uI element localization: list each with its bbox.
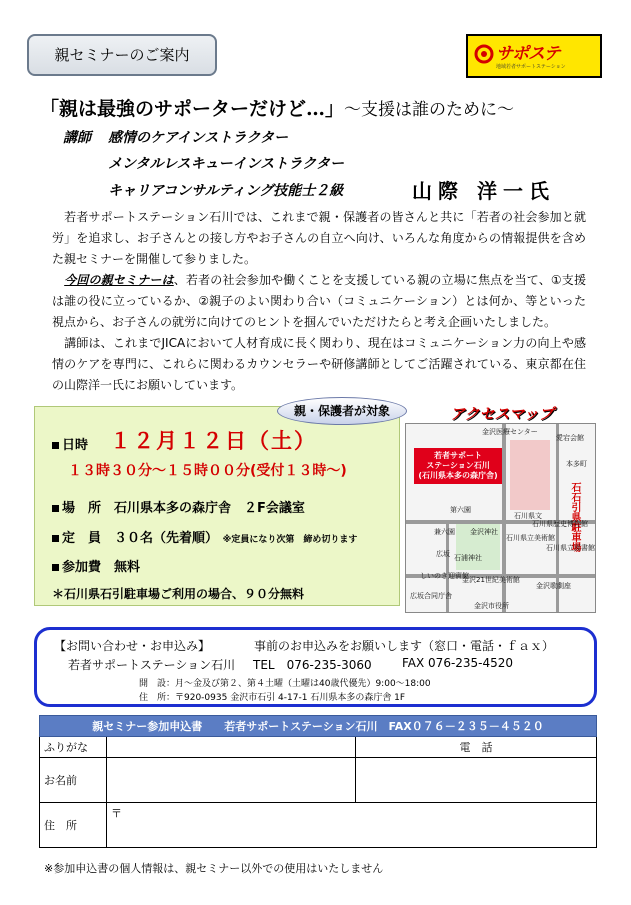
- section-tag: 親セミナーのご案内: [27, 34, 217, 76]
- map-label: 金沢市役所: [474, 602, 509, 610]
- access-map: [405, 423, 596, 613]
- map-label: 石川県文: [514, 512, 542, 520]
- bullet-icon: [52, 505, 59, 512]
- map-label: 金沢21世紀美術館: [462, 576, 520, 584]
- lecturer-title-1: 感情のケアインストラクター: [108, 130, 289, 146]
- contact-org: 若者サポートステーション石川: [68, 658, 236, 672]
- map-title: アクセスマップ: [450, 405, 554, 423]
- contact-address: 住 所：〒920-0935 金沢市石引 4-17-1 石川県本多の森庁舎 1F: [139, 693, 406, 703]
- postal-mark: 〒: [111, 807, 122, 820]
- purpose-highlight: 今回の親セミナーは: [64, 273, 174, 287]
- map-label: 石川県立美術館: [506, 534, 555, 542]
- map-label: 金沢歌劇座: [536, 582, 571, 590]
- map-callout: 若者サポート ステーション石川 (石川県本多の森庁舎): [414, 448, 502, 484]
- lecturer-paragraph: 講師は、これまでJICAにおいて人材育成に長く関わり、現在はコミュニケーション力の向上や感情のケアを専門に、これらに関わるカウンセラーや研修講師としてご活躍されている、東京都在住の山際洋一氏にお願いしています。: [52, 336, 586, 392]
- bullet-icon: [52, 535, 59, 542]
- privacy-note: ※参加申込書の個人情報は、親セミナー以外での使用はいたしません: [44, 862, 384, 875]
- map-label: 愛宕会館: [556, 434, 584, 442]
- map-label: 石川県歴史博物館: [532, 520, 588, 528]
- parking-note: ＊石川県石引駐車場ご利用の場合、９０分無料: [52, 587, 305, 601]
- event-capacity: 定 員 ３０名（先着順） ※定員になり次第 締め切ります: [52, 527, 357, 546]
- lecturer-title-3: キャリアコンサルティング技能士２級: [108, 183, 344, 199]
- map-label: 金沢医療センター: [482, 428, 538, 436]
- map-label: 広坂: [436, 550, 450, 558]
- phone-label: 電 話: [356, 737, 597, 758]
- map-parking-label: 石石引県駐車場: [569, 482, 580, 552]
- contact-hours: 開 設：月～金及び第２、第４土曜（土曜は40歳代優先）9:00～18:00: [139, 679, 431, 689]
- furigana-field[interactable]: [107, 737, 356, 758]
- logo-mark-icon: [474, 44, 494, 64]
- date-label: 日時: [52, 434, 88, 453]
- application-form: [39, 715, 597, 848]
- capacity-note: ※定員になり次第 締め切ります: [222, 535, 358, 545]
- lecturer-label: 講師: [63, 130, 91, 146]
- map-label: しいのき迎賓館: [420, 572, 469, 580]
- bullet-icon: [52, 442, 59, 449]
- title-main: 「親は最強のサポーターだけど…」: [40, 98, 345, 120]
- address-label: 住 所: [40, 803, 107, 848]
- phone-field[interactable]: [356, 758, 597, 803]
- intro-paragraph: 若者サポートステーション石川では、これまで親・保護者の皆さんと共に「若者の社会参加と就労」を追求し、お子さんとの接し方やお子さんの自立へ向け、いろんな角度からの情報提供を含めた親セミナーを開催して参りました。: [52, 210, 586, 266]
- contact-request: 事前のお申込みをお願いします（窓口・電話・ｆａｘ）: [254, 639, 555, 653]
- lecturer-name: 山際 洋一氏: [412, 179, 555, 203]
- event-time: １３時３０分～１５時００分(受付１３時～): [68, 463, 347, 479]
- contact-heading: 【お問い合わせ・お申込み】: [54, 639, 211, 653]
- event-date: １２月１２日（土）: [110, 429, 317, 453]
- map-label: 第六園: [450, 506, 471, 514]
- map-label: 金沢神社: [470, 528, 498, 536]
- title-sub: ～支援は誰のために～: [344, 100, 515, 120]
- event-place: 場 所 石川県本多の森庁舎 ２F会議室: [52, 497, 305, 516]
- furigana-label: ふりがな: [40, 737, 107, 758]
- name-label: お名前: [40, 758, 107, 803]
- event-fee: 参加費 無料: [52, 556, 140, 575]
- building-area: [510, 440, 550, 510]
- address-field[interactable]: [107, 803, 597, 848]
- map-label: 広坂合同庁舎: [410, 592, 452, 600]
- map-label: 石浦神社: [454, 554, 482, 562]
- map-label: 石川県立図書館: [546, 544, 595, 552]
- target-badge: 親・保護者が対象: [277, 397, 407, 425]
- bullet-icon: [52, 564, 59, 571]
- lecturer-title-2: メンタルレスキューインストラクター: [108, 156, 344, 172]
- contact-fax: FAX 076-235-4520: [402, 656, 514, 670]
- map-label: 本多町: [566, 460, 587, 468]
- name-field[interactable]: [107, 758, 356, 803]
- form-header: 親セミナー参加申込書 若者サポートステーション石川 FAX０７６－２３５－４５２０: [40, 716, 597, 737]
- page-title: [40, 94, 514, 121]
- logo-text: サポステ: [496, 44, 560, 64]
- contact-tel: TEL 076-235-3060: [253, 658, 372, 672]
- logo-subtext: 地域若者サポートステーション: [496, 64, 566, 70]
- map-label: 兼六園: [434, 528, 455, 536]
- purpose-paragraph: 今回の親セミナーは、若者の社会参加や働くことを支援している親の立場に焦点を当て、①支援は誰の役に立っているか、②親子のよい関わり合い（コミュニケーション）とは何か、等といった視点から、お子さんの就労に向けてのヒントを掴んでいただけたらと考え企画いたしました。: [52, 273, 586, 329]
- logo: [466, 34, 602, 78]
